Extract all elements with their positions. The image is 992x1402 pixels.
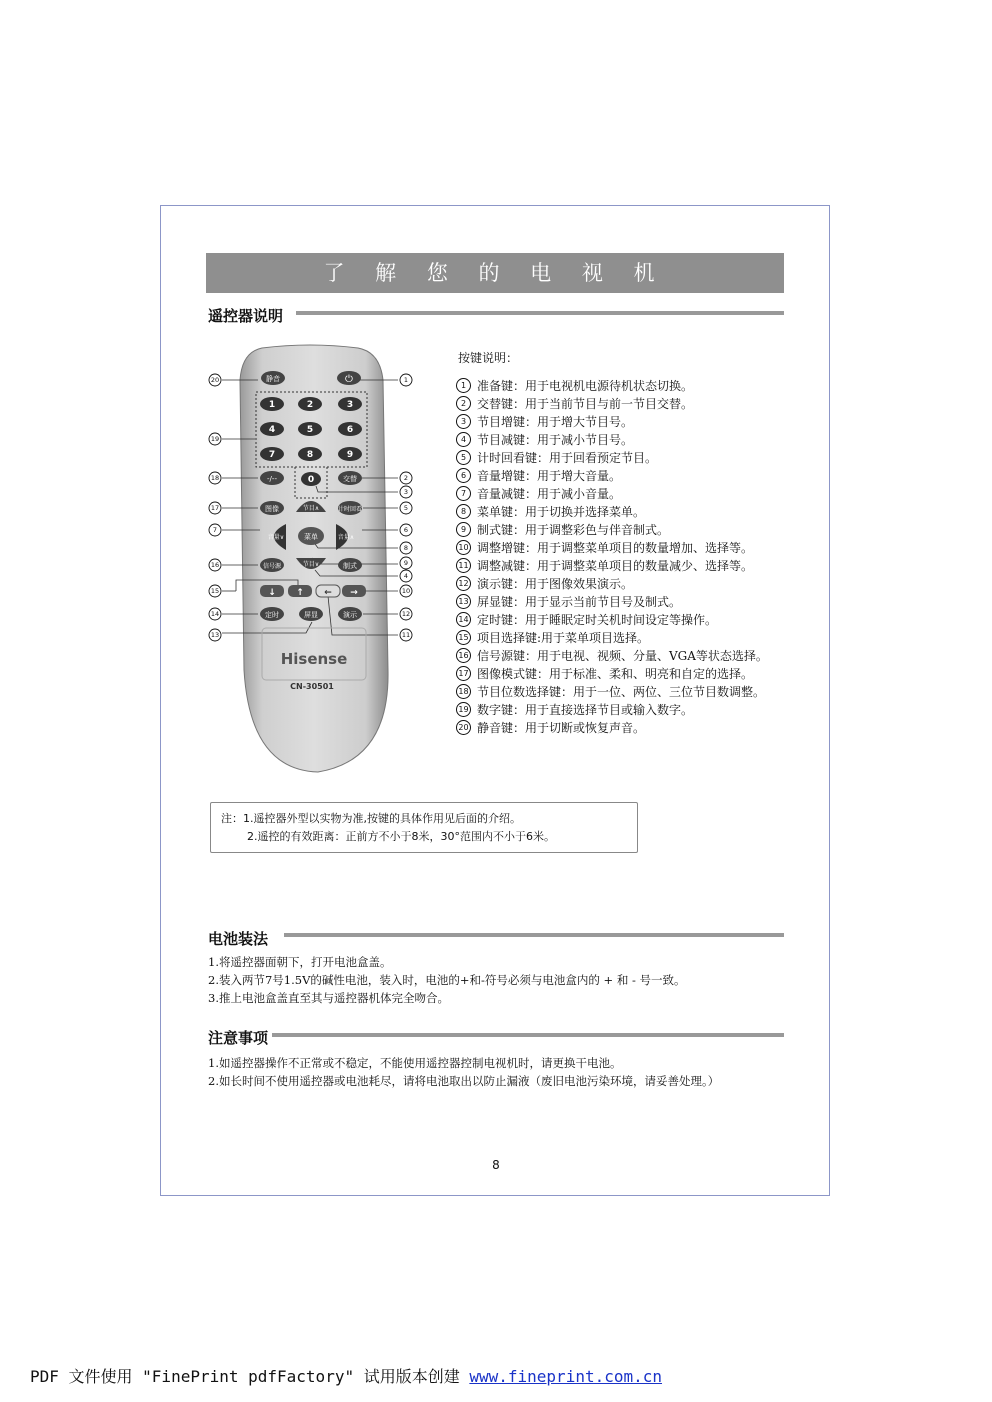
key-text: 演示键：用于图像效果演示。 <box>477 577 634 591</box>
key-number: 19 <box>456 702 471 717</box>
key-item <box>456 377 768 395</box>
key-text: 节目位数选择键：用于一位、两位、三位节目数调整。 <box>477 685 766 699</box>
section-rule <box>284 933 784 937</box>
picture-button-label: 图像 <box>265 505 279 513</box>
battery-step: 1.将遥控器面朝下，打开电池盒盖。 <box>208 955 392 969</box>
key-number: 1 <box>456 378 471 393</box>
callout-8: 8 <box>403 544 409 552</box>
page-number: 8 <box>492 1158 500 1172</box>
key-item <box>456 701 768 719</box>
callout-16: 16 <box>210 561 220 569</box>
key-item <box>456 719 768 737</box>
callout-7: 7 <box>212 526 218 534</box>
section-rule <box>296 311 784 315</box>
arrow-up-icon: ↑ <box>296 588 304 598</box>
arrow-down-icon: ↓ <box>268 588 276 598</box>
vol-down-label: 音量∨ <box>267 534 285 541</box>
callout-18: 18 <box>210 474 220 482</box>
key-item <box>456 575 768 593</box>
key-item <box>456 485 768 503</box>
key-text: 图像模式键：用于标准、柔和、明亮和自定的选择。 <box>477 667 754 681</box>
key-item <box>456 503 768 521</box>
key-item <box>456 521 768 539</box>
key-item <box>456 467 768 485</box>
caution-item: 1.如遥控器操作不正常或不稳定，不能使用遥控器控制电视机时，请更换干电池。 <box>208 1056 622 1070</box>
key-number: 2 <box>456 396 471 411</box>
section-title-caution: 注意事项 <box>208 1029 269 1047</box>
key-text: 屏显键：用于显示当前节目号及制式。 <box>477 595 682 609</box>
key-item <box>456 593 768 611</box>
digit-0-label: 0 <box>307 475 315 485</box>
key-item <box>456 611 768 629</box>
brand-logo: Hisense <box>280 650 348 668</box>
dash-button-label: -/-- <box>267 475 277 483</box>
key-number: 3 <box>456 414 471 429</box>
system-button-label: 制式 <box>343 562 357 570</box>
callout-3: 3 <box>403 488 409 496</box>
note-box <box>210 802 638 853</box>
key-item <box>456 557 768 575</box>
model-label: CN-30501 <box>290 682 334 691</box>
digit-1-label: 1 <box>268 400 276 410</box>
key-number: 18 <box>456 684 471 699</box>
callout-6: 6 <box>403 526 409 534</box>
key-number: 8 <box>456 504 471 519</box>
demo-button-label: 演示 <box>343 611 357 619</box>
key-number: 14 <box>456 612 471 627</box>
footer <box>30 1364 662 1387</box>
callout-13: 13 <box>210 631 220 639</box>
key-item <box>456 683 768 701</box>
callout-2: 2 <box>403 474 409 482</box>
remote-control-illustration <box>200 340 440 780</box>
key-text: 节目增键：用于增大节目号。 <box>477 415 634 429</box>
digit-7-label: 7 <box>268 450 276 460</box>
arrow-right-icon: → <box>350 588 358 598</box>
callout-4: 4 <box>403 572 409 580</box>
mute-button-label: 静音 <box>266 375 280 383</box>
key-text: 准备键：用于电视机电源待机状态切换。 <box>477 379 694 393</box>
digit-6-label: 6 <box>346 425 354 435</box>
key-item <box>456 413 768 431</box>
battery-instructions <box>208 953 686 1007</box>
note-line-2: 2.遥控的有效距离：正前方不小于8米，30°范围内不小于6米。 <box>247 830 555 843</box>
digit-4-label: 4 <box>268 425 276 435</box>
section-title-battery: 电池装法 <box>208 930 269 948</box>
key-item <box>456 629 768 647</box>
key-text: 音量减键：用于减小音量。 <box>477 487 622 501</box>
sleep-button-label: 定时 <box>265 611 279 619</box>
key-number: 15 <box>456 630 471 645</box>
digit-2-label: 2 <box>306 400 314 410</box>
caution-list <box>208 1054 719 1090</box>
key-text: 信号源键：用于电视、视频、分量、VGA等状态选择。 <box>477 649 768 663</box>
page-banner-title: 了 解 您 的 电 视 机 <box>206 253 784 293</box>
display-button-label: 屏显 <box>304 611 318 619</box>
key-number: 20 <box>456 720 471 735</box>
key-item <box>456 395 768 413</box>
key-text: 制式键：用于调整彩色与伴音制式。 <box>477 523 670 537</box>
callout-5: 5 <box>403 504 409 512</box>
callout-14: 14 <box>210 610 220 618</box>
battery-step: 3.推上电池盒盖直至其与遥控器机体完全吻合。 <box>208 991 449 1005</box>
callout-9: 9 <box>403 559 409 567</box>
section-title-remote: 遥控器说明 <box>208 307 284 325</box>
callout-12: 12 <box>401 610 411 618</box>
power-icon: ⏻ <box>345 374 353 385</box>
key-number: 6 <box>456 468 471 483</box>
note-line-1: 注：1.遥控器外型以实物为准,按键的具体作用见后面的介绍。 <box>221 812 521 825</box>
caution-item: 2.如长时间不使用遥控器或电池耗尽，请将电池取出以防止漏液（废旧电池污染环境，请妥善处理。） <box>208 1074 720 1088</box>
menu-button-label: 菜单 <box>304 533 318 541</box>
callout-11: 11 <box>401 631 411 639</box>
callout-19: 19 <box>210 435 220 443</box>
vol-up-label: 音量∧ <box>337 534 355 541</box>
key-number: 16 <box>456 648 471 663</box>
digit-8-label: 8 <box>306 450 314 460</box>
key-text: 节目减键：用于减小节目号。 <box>477 433 634 447</box>
callout-20: 20 <box>210 376 220 384</box>
key-item <box>456 665 768 683</box>
key-number: 12 <box>456 576 471 591</box>
key-text: 菜单键：用于切换并选择菜单。 <box>477 505 646 519</box>
digit-9-label: 9 <box>346 450 354 460</box>
key-number: 10 <box>456 540 471 555</box>
key-number: 4 <box>456 432 471 447</box>
callout-10: 10 <box>401 587 411 595</box>
key-text: 静音键：用于切断或恢复声音。 <box>477 721 646 735</box>
key-number: 5 <box>456 450 471 465</box>
footer-link[interactable]: www.fineprint.com.cn <box>469 1367 663 1386</box>
key-item <box>456 539 768 557</box>
key-number: 17 <box>456 666 471 681</box>
digit-5-label: 5 <box>306 425 314 435</box>
keys-heading: 按键说明： <box>458 351 519 365</box>
key-text: 音量增键：用于增大音量。 <box>477 469 622 483</box>
key-item <box>456 449 768 467</box>
swap-button-label: 交替 <box>343 475 357 483</box>
callout-1: 1 <box>403 376 409 384</box>
key-description-list <box>456 377 768 737</box>
timer-review-label: 计时回看 <box>337 506 363 513</box>
key-text: 调整增键：用于调整菜单项目的数量增加、选择等。 <box>477 541 754 555</box>
key-number: 9 <box>456 522 471 537</box>
key-text: 计时回看键：用于回看预定节目。 <box>477 451 658 465</box>
section-rule <box>272 1033 784 1037</box>
callout-15: 15 <box>210 587 220 595</box>
key-number: 7 <box>456 486 471 501</box>
key-text: 定时键：用于睡眠定时关机时间设定等操作。 <box>477 613 718 627</box>
key-item <box>456 431 768 449</box>
key-number: 11 <box>456 558 471 573</box>
callout-17: 17 <box>210 504 220 512</box>
arrow-left-icon: ← <box>324 588 332 598</box>
digit-3-label: 3 <box>346 400 354 410</box>
key-text: 交替键：用于当前节目与前一节目交替。 <box>477 397 694 411</box>
ch-down-label: 节目∨ <box>302 561 320 568</box>
key-item <box>456 647 768 665</box>
footer-text: PDF 文件使用 "FinePrint pdfFactory" 试用版本创建 <box>30 1367 470 1386</box>
key-text: 调整减键：用于调整菜单项目的数量减少、选择等。 <box>477 559 754 573</box>
battery-step: 2.装入两节7号1.5V的碱性电池，装入时，电池的+和-符号必须与电池盒内的 + 和 - 号一致。 <box>208 973 686 987</box>
ch-up-label: 节目∧ <box>302 505 320 512</box>
source-button-label: 信号源 <box>262 563 282 570</box>
key-number: 13 <box>456 594 471 609</box>
key-text: 数字键：用于直接选择节目或输入数字。 <box>477 703 694 717</box>
key-text: 项目选择键:用于菜单项目选择。 <box>477 631 650 645</box>
